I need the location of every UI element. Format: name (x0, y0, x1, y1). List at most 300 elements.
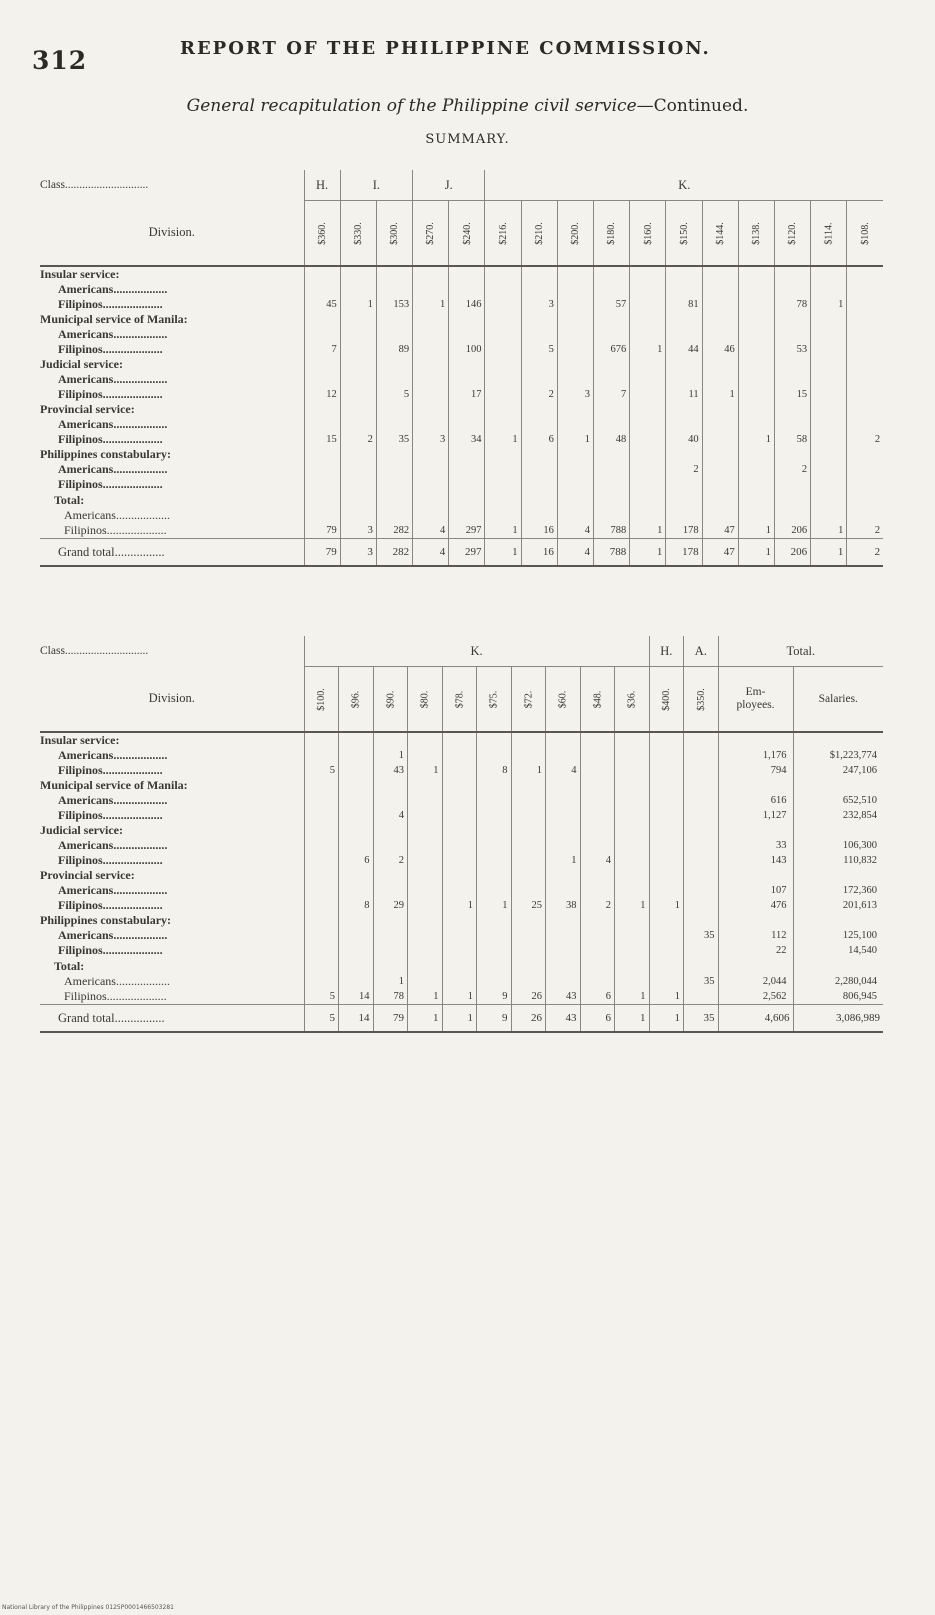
table-cell: 794 (718, 763, 793, 778)
table-cell (339, 974, 374, 989)
table-cell: 1 (649, 898, 684, 913)
page-number: 312 (32, 46, 88, 75)
section-header-row (40, 266, 883, 282)
table-cell (521, 462, 557, 477)
table-cell: 35 (684, 974, 719, 989)
table-cell: 43 (546, 989, 581, 1005)
empty-cell (718, 868, 793, 883)
table-cell: 4 (373, 808, 408, 823)
table-cell (521, 327, 557, 342)
empty-cell (702, 402, 738, 417)
table-cell (511, 808, 546, 823)
empty-cell (630, 357, 666, 372)
salaries-header: Salaries. (793, 667, 883, 733)
salary-column-header: $96. (339, 667, 374, 733)
table-cell (847, 387, 883, 402)
empty-cell (304, 823, 339, 838)
section-header-row (40, 357, 883, 372)
table-cell: 1 (408, 763, 443, 778)
table-cell: 146 (449, 297, 485, 312)
table-cell (546, 974, 581, 989)
empty-cell (811, 266, 847, 282)
table-cell: 2,562 (718, 989, 793, 1005)
empty-cell (580, 958, 615, 974)
table-cell (594, 327, 630, 342)
table-cell (340, 477, 376, 492)
table-cell (811, 508, 847, 523)
empty-cell (376, 266, 412, 282)
class-i: I. (340, 170, 412, 201)
section-label: Insular service: (40, 733, 120, 747)
table-cell: 9 (477, 1005, 512, 1033)
table-cell (738, 327, 774, 342)
table-cell (339, 838, 374, 853)
table-cell (373, 928, 408, 943)
table-cell (340, 387, 376, 402)
table-cell (684, 793, 719, 808)
empty-cell (339, 732, 374, 748)
empty-cell (413, 492, 449, 508)
table-cell (485, 462, 521, 477)
table-cell (546, 808, 581, 823)
table-cell: 26 (511, 989, 546, 1005)
empty-cell (594, 357, 630, 372)
table-cell: 40 (666, 432, 702, 447)
empty-cell (373, 778, 408, 793)
table-cell (485, 327, 521, 342)
table-cell (630, 508, 666, 523)
table-cell: 9 (477, 989, 512, 1005)
table-cell (485, 477, 521, 492)
empty-cell (738, 447, 774, 462)
table-cell (511, 853, 546, 868)
table-cell (546, 928, 581, 943)
empty-cell (811, 312, 847, 327)
empty-cell (649, 913, 684, 928)
subtitle-italic: General recapitulation of the Philippine civil service— (186, 96, 654, 116)
table-cell: 2 (847, 523, 883, 539)
empty-cell (557, 357, 593, 372)
empty-cell (477, 958, 512, 974)
table-cell: 2 (847, 432, 883, 447)
salary-column-header: $138. (738, 201, 774, 267)
empty-cell (304, 913, 339, 928)
row-label: Americans.................. (58, 838, 168, 852)
division-header-row (40, 201, 883, 267)
table-cell (649, 943, 684, 958)
table-cell (304, 508, 340, 523)
empty-cell (702, 357, 738, 372)
table-row (40, 372, 883, 387)
table-cell: 1 (630, 523, 666, 539)
empty-cell (373, 958, 408, 974)
table-cell (304, 898, 339, 913)
table-row (40, 432, 883, 447)
empty-cell (304, 266, 340, 282)
table-cell: 247,106 (793, 763, 883, 778)
empty-cell (718, 823, 793, 838)
table-cell (774, 282, 810, 297)
table-cell (408, 883, 443, 898)
table-cell (649, 838, 684, 853)
table-cell: 153 (376, 297, 412, 312)
empty-cell (413, 402, 449, 417)
table-cell (684, 808, 719, 823)
table-cell: 5 (376, 387, 412, 402)
table-cell: 2 (847, 539, 883, 567)
table-cell (615, 928, 650, 943)
table-cell: 232,854 (793, 808, 883, 823)
table-cell (649, 793, 684, 808)
table-cell (442, 928, 477, 943)
table-cell (413, 477, 449, 492)
table-cell (630, 462, 666, 477)
empty-cell (684, 913, 719, 928)
table-cell: 206 (774, 539, 810, 567)
table-cell: 1,127 (718, 808, 793, 823)
empty-cell (738, 402, 774, 417)
table-cell (376, 327, 412, 342)
table-cell: 788 (594, 539, 630, 567)
empty-cell (738, 312, 774, 327)
table-cell (666, 282, 702, 297)
empty-cell (580, 913, 615, 928)
table-cell: 1 (738, 523, 774, 539)
table-cell (376, 417, 412, 432)
library-footer: National Library of the Philippines 0125P0001466503281 (2, 1604, 174, 1611)
salary-column-header: $330. (340, 201, 376, 267)
table-cell: 297 (449, 539, 485, 567)
empty-cell (649, 732, 684, 748)
empty-cell (376, 447, 412, 462)
table-cell (477, 793, 512, 808)
salary-column-header: $36. (615, 667, 650, 733)
table-cell (304, 462, 340, 477)
empty-cell (702, 312, 738, 327)
table-cell (615, 943, 650, 958)
empty-cell (615, 823, 650, 838)
table-cell: 2 (774, 462, 810, 477)
empty-cell (442, 913, 477, 928)
empty-cell (738, 266, 774, 282)
empty-cell (557, 402, 593, 417)
table-cell: 14 (339, 989, 374, 1005)
table-cell (666, 477, 702, 492)
table-cell: 17 (449, 387, 485, 402)
table-cell (442, 943, 477, 958)
table-cell (376, 462, 412, 477)
empty-cell (649, 868, 684, 883)
table-cell (442, 808, 477, 823)
table-cell (774, 327, 810, 342)
table-cell (847, 327, 883, 342)
empty-cell (615, 732, 650, 748)
empty-cell (373, 913, 408, 928)
table-cell (546, 793, 581, 808)
table-cell: 16 (521, 523, 557, 539)
table-cell: 1 (738, 539, 774, 567)
row-label: Filipinos.................... (58, 853, 163, 867)
table-cell: 2 (580, 898, 615, 913)
empty-cell (511, 732, 546, 748)
table-cell: 1 (485, 523, 521, 539)
grand-total-row (40, 539, 883, 567)
table-cell (521, 282, 557, 297)
empty-cell (774, 357, 810, 372)
empty-cell (811, 402, 847, 417)
empty-cell (546, 732, 581, 748)
table-cell (339, 793, 374, 808)
table-cell (511, 883, 546, 898)
empty-cell (442, 958, 477, 974)
empty-cell (594, 492, 630, 508)
table-cell (811, 327, 847, 342)
row-label: Filipinos.................... (64, 989, 167, 1003)
table-cell: 476 (718, 898, 793, 913)
table-cell (339, 763, 374, 778)
table-cell (738, 477, 774, 492)
empty-cell (304, 447, 340, 462)
table-cell (477, 853, 512, 868)
table-cell (485, 508, 521, 523)
empty-cell (511, 778, 546, 793)
empty-cell (413, 357, 449, 372)
empty-cell (793, 778, 883, 793)
table-cell (666, 417, 702, 432)
row-label: Filipinos.................... (64, 523, 167, 537)
table-cell: 3 (557, 387, 593, 402)
table-cell (304, 417, 340, 432)
empty-cell (485, 357, 521, 372)
table-cell (408, 838, 443, 853)
table-cell: 1 (442, 1005, 477, 1033)
table-cell: 1 (511, 763, 546, 778)
table-cell (557, 417, 593, 432)
table-cell (811, 462, 847, 477)
table-cell: 44 (666, 342, 702, 357)
table-cell (340, 508, 376, 523)
table-row (40, 943, 883, 958)
salary-column-header: $72. (511, 667, 546, 733)
table-cell (847, 417, 883, 432)
empty-cell (847, 402, 883, 417)
table-cell: 806,945 (793, 989, 883, 1005)
empty-cell (408, 958, 443, 974)
empty-cell (485, 266, 521, 282)
table-cell: 2,044 (718, 974, 793, 989)
salary-column-header: $150. (666, 201, 702, 267)
table-cell (485, 297, 521, 312)
salary-column-header: $90. (373, 667, 408, 733)
table-cell: 1 (340, 297, 376, 312)
empty-cell (521, 266, 557, 282)
table-cell (477, 748, 512, 763)
table-cell: 34 (449, 432, 485, 447)
table-cell (449, 462, 485, 477)
empty-cell (477, 823, 512, 838)
class-label: Class............................. (40, 179, 149, 192)
table-cell (339, 748, 374, 763)
table-cell: 43 (546, 1005, 581, 1033)
section-header-row (40, 778, 883, 793)
table-cell: 1 (702, 387, 738, 402)
table-cell (684, 989, 719, 1005)
class-header-row (40, 636, 883, 667)
table-cell: 8 (477, 763, 512, 778)
table-cell (649, 853, 684, 868)
table-cell (304, 838, 339, 853)
table-cell: 14 (339, 1005, 374, 1033)
table-cell: 1 (811, 523, 847, 539)
table-cell: 206 (774, 523, 810, 539)
table-cell: 57 (594, 297, 630, 312)
empty-cell (684, 732, 719, 748)
salary-column-header: $100. (304, 667, 339, 733)
table-cell (521, 508, 557, 523)
empty-cell (477, 732, 512, 748)
empty-cell (684, 823, 719, 838)
table-cell (580, 763, 615, 778)
empty-cell (594, 312, 630, 327)
table-cell (521, 372, 557, 387)
table-cell: 4 (546, 763, 581, 778)
section-label: Judicial service: (40, 823, 123, 837)
table-cell: 89 (376, 342, 412, 357)
table-cell (304, 853, 339, 868)
empty-cell (666, 492, 702, 508)
table-cell: 8 (339, 898, 374, 913)
empty-cell (615, 913, 650, 928)
empty-cell (408, 913, 443, 928)
table-cell: 35 (684, 928, 719, 943)
empty-cell (339, 778, 374, 793)
table-cell (557, 462, 593, 477)
table-cell: 5 (304, 1005, 339, 1033)
empty-cell (630, 492, 666, 508)
table-cell (376, 508, 412, 523)
section-label: Municipal service of Manila: (40, 778, 188, 792)
table-cell: 282 (376, 523, 412, 539)
table-row (40, 297, 883, 312)
table-cell (340, 417, 376, 432)
table-cell (649, 763, 684, 778)
section-header-row (40, 492, 883, 508)
class-a: A. (684, 636, 719, 667)
table-cell: 2 (340, 432, 376, 447)
empty-cell (702, 447, 738, 462)
table-cell: 1 (442, 898, 477, 913)
empty-cell (666, 266, 702, 282)
table-cell: 143 (718, 853, 793, 868)
table-cell (408, 928, 443, 943)
empty-cell (615, 778, 650, 793)
table-cell: 5 (304, 989, 339, 1005)
table-cell (684, 763, 719, 778)
table-cell (413, 508, 449, 523)
row-label: Americans.................. (58, 282, 168, 296)
table-cell (649, 808, 684, 823)
salary-column-header: $108. (847, 201, 883, 267)
empty-cell (521, 402, 557, 417)
table-cell (630, 432, 666, 447)
table-cell (774, 477, 810, 492)
class-h: H. (304, 170, 340, 201)
subtitle-continued: Continued. (653, 96, 749, 116)
table-cell: 43 (373, 763, 408, 778)
table-cell: 45 (304, 297, 340, 312)
table-cell: 125,100 (793, 928, 883, 943)
empty-cell (557, 492, 593, 508)
table-cell (413, 417, 449, 432)
table-cell (666, 327, 702, 342)
row-label: Americans.................. (58, 883, 168, 897)
table-cell (684, 838, 719, 853)
table-cell (847, 372, 883, 387)
row-label: Americans.................. (58, 417, 168, 431)
table-cell: 5 (304, 763, 339, 778)
section-header-row (40, 312, 883, 327)
table-cell (373, 793, 408, 808)
table-cell (477, 838, 512, 853)
empty-cell (304, 778, 339, 793)
salary-column-header: $160. (630, 201, 666, 267)
table-cell: 172,360 (793, 883, 883, 898)
section-label: Municipal service of Manila: (40, 312, 188, 326)
table-cell (811, 282, 847, 297)
table-cell (449, 282, 485, 297)
empty-cell (408, 823, 443, 838)
table-cell (511, 974, 546, 989)
table-cell (738, 372, 774, 387)
table-cell: 25 (511, 898, 546, 913)
empty-cell (485, 447, 521, 462)
table-cell (702, 372, 738, 387)
empty-cell (702, 266, 738, 282)
empty-cell (738, 357, 774, 372)
empty-cell (684, 958, 719, 974)
empty-cell (521, 357, 557, 372)
grand-total-row (40, 1005, 883, 1033)
table-row (40, 763, 883, 778)
empty-cell (738, 492, 774, 508)
table-cell (408, 793, 443, 808)
empty-cell (684, 868, 719, 883)
table-cell: 3 (413, 432, 449, 447)
table-cell (580, 943, 615, 958)
table-cell (630, 477, 666, 492)
table-cell: 4 (580, 853, 615, 868)
row-label: Americans.................. (58, 748, 168, 762)
employees-header: Em- ployees. (718, 667, 793, 733)
table-cell: 178 (666, 539, 702, 567)
empty-cell (408, 868, 443, 883)
empty-cell (304, 312, 340, 327)
table-row (40, 477, 883, 492)
table-cell: 15 (774, 387, 810, 402)
empty-cell (774, 312, 810, 327)
table-cell: 16 (521, 539, 557, 567)
empty-cell (546, 958, 581, 974)
empty-cell (580, 778, 615, 793)
table-cell: 107 (718, 883, 793, 898)
empty-cell (449, 357, 485, 372)
empty-cell (580, 732, 615, 748)
table-cell (376, 282, 412, 297)
table-cell: 1 (738, 432, 774, 447)
table-cell: 58 (774, 432, 810, 447)
table-cell (413, 327, 449, 342)
empty-cell (630, 312, 666, 327)
